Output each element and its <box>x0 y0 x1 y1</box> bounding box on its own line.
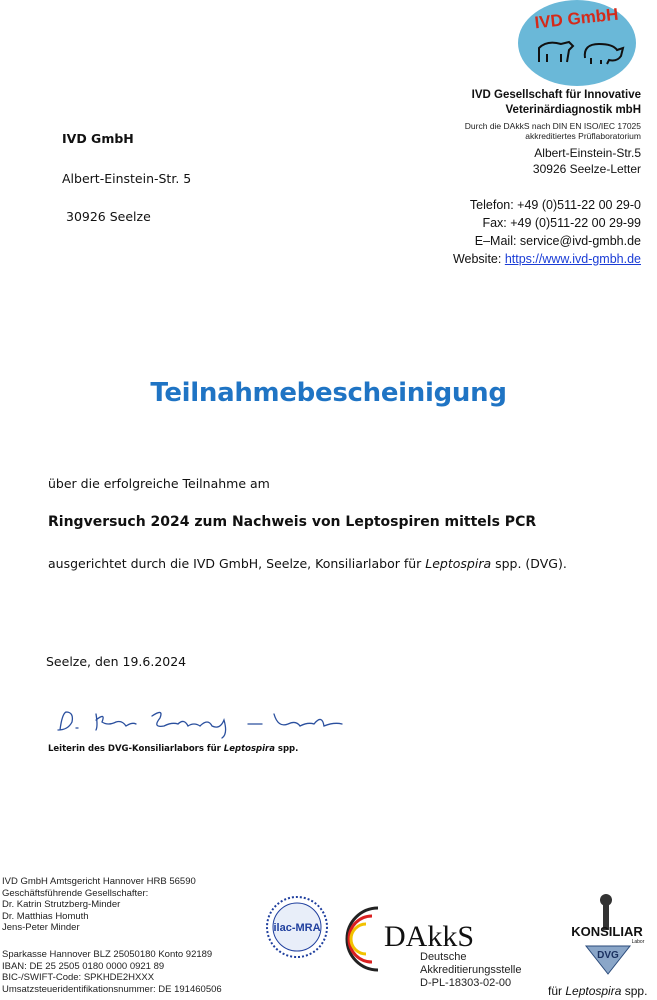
dakks-sub1: Deutsche <box>420 951 467 963</box>
caption-prefix: für <box>548 984 566 998</box>
organizer-suffix: spp. (DVG). <box>491 556 567 571</box>
sender-street: Albert-Einstein-Str. 5 <box>62 171 192 186</box>
ilac-text: ilac-MRA <box>273 922 321 934</box>
dvg-text: DVG <box>597 950 619 961</box>
intro-text: über die erfolgreiche Teilnahme am <box>48 476 270 491</box>
footer-line: IVD GmbH Amtsgericht Hannover HRB 56590 <box>2 876 196 887</box>
place-date: Seelze, den 19.6.2024 <box>46 654 187 669</box>
sender-name: IVD GmbH <box>62 131 134 146</box>
accreditation-line1: Durch die DAkkS nach DIN EN ISO/IEC 17025 <box>464 121 641 131</box>
dakks-text: DAkkS <box>384 920 475 953</box>
organizer-text <box>48 556 567 571</box>
company-name-line2: Veterinärdiagnostik mbH <box>505 104 641 116</box>
dakks-logo <box>344 898 534 990</box>
footer-line: Dr. Matthias Homuth <box>2 910 89 922</box>
company-email: E–Mail: service@ivd-gmbh.de <box>474 234 641 248</box>
signer-role-prefix: Leiterin des DVG-Konsiliarlabors für <box>48 744 224 754</box>
company-city: 30926 Seelze-Letter <box>532 162 641 176</box>
company-website <box>453 250 641 268</box>
company-fax: Fax: +49 (0)511-22 00 29-99 <box>482 216 641 230</box>
company-name <box>472 88 641 118</box>
website-label: Website: <box>452 252 505 266</box>
logo-text: IVD GmbH <box>533 4 620 33</box>
dakks-arcs-icon <box>347 908 378 970</box>
footer-bank-info <box>2 949 222 995</box>
dakks-sub2: Akkreditierungsstelle <box>420 964 522 976</box>
company-street: Albert-Einstein-Str.5 <box>534 146 641 160</box>
company-phone: Telefon: +49 (0)511-22 00 29-0 <box>469 198 641 212</box>
dakks-id: D-PL-18303-02-00 <box>420 977 512 989</box>
ilac-mra-logo <box>262 896 332 958</box>
sender-city: 30926 Seelze <box>66 209 151 224</box>
company-address <box>533 145 641 177</box>
ivd-logo <box>517 0 637 88</box>
caption-genus: Leptospira <box>565 984 622 998</box>
footer-line: Umsatzsteueridentifikationsnummer: DE 191460506 <box>2 983 222 995</box>
konsiliar-dvg-logo <box>560 890 655 980</box>
event-title: Ringversuch 2024 zum Nachweis von Leptospiren mittels PCR <box>48 514 537 530</box>
footer-line: Sparkasse Hannover BLZ 25050180 Konto 92189 <box>2 949 213 960</box>
company-contact <box>453 196 641 268</box>
caption-suffix: spp. <box>621 984 648 998</box>
accreditation-note <box>465 121 641 141</box>
website-link[interactable]: https://www.ivd-gmbh.de <box>504 252 641 266</box>
konsiliar-text: KONSILIAR <box>571 924 643 939</box>
footer-company-info <box>2 876 196 934</box>
footer-line: IBAN: DE 25 2505 0180 0000 0921 89 <box>2 960 165 972</box>
document-title: Teilnahmebescheinigung <box>150 378 507 408</box>
footer-line: Dr. Katrin Strutzberg-Minder <box>2 899 121 910</box>
organizer-genus: Leptospira <box>425 556 492 571</box>
signer-role-suffix: spp. <box>274 744 299 754</box>
footer-line: BIC-/SWIFT-Code: SPKHDE2HXXX <box>2 972 155 983</box>
handwritten-signature <box>52 700 372 740</box>
organizer-prefix: ausgerichtet durch die IVD GmbH, Seelze, Konsiliarlabor für <box>48 556 426 571</box>
konsiliar-caption <box>548 984 647 998</box>
accreditation-line2: akkreditiertes Prüflaboratorium <box>525 131 641 141</box>
konsiliar-small: Labor <box>631 939 645 945</box>
signer-role-genus: Leptospira <box>223 744 275 754</box>
footer-line: Geschäftsführende Gesellschafter: <box>2 887 149 899</box>
footer-line: Jens-Peter Minder <box>2 922 80 933</box>
company-name-line1: IVD Gesellschaft für Innovative <box>471 89 641 101</box>
signer-role <box>48 744 298 754</box>
